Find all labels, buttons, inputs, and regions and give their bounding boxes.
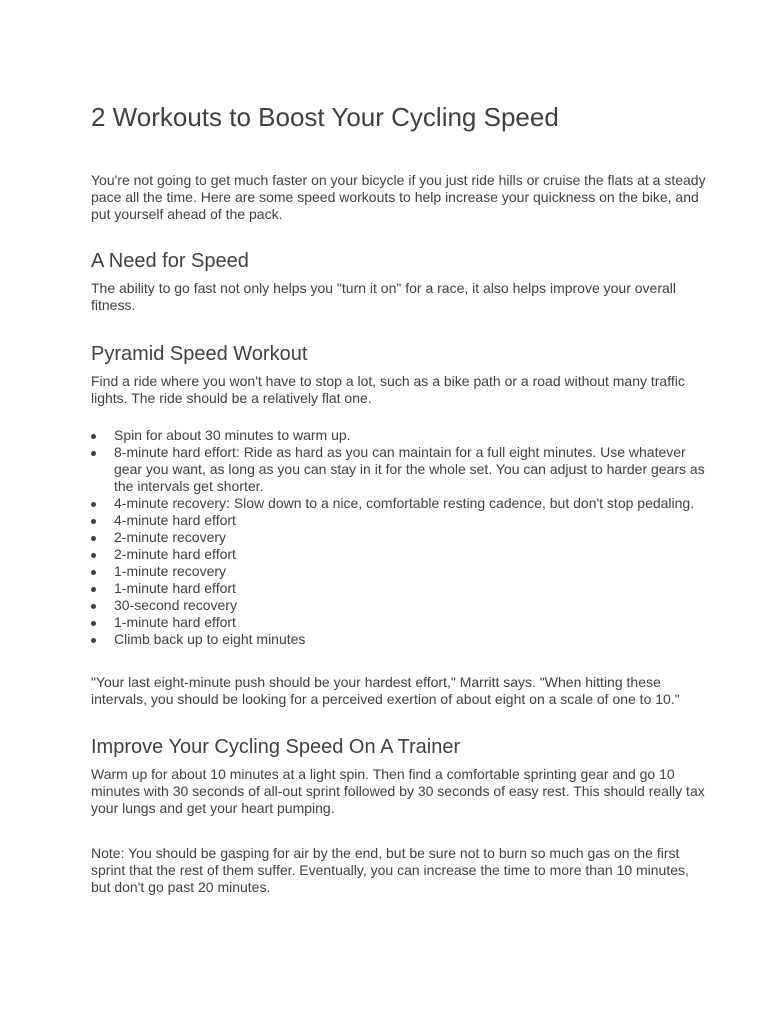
list-item: 4-minute recovery: Slow down to a nice, comfortable resting cadence, but don't stop pedaling. <box>91 495 708 512</box>
intro-paragraph: You're not going to get much faster on your bicycle if you just ride hills or cruise the flats at a steady pace all the time. Here are some speed workouts to help increase your quickness on the bike, and put yourself ahead of the pack. <box>91 172 706 222</box>
list-item: Climb back up to eight minutes <box>91 631 708 648</box>
list-item: 1-minute hard effort <box>91 614 708 631</box>
list-item: 30-second recovery <box>91 597 708 614</box>
trainer-paragraph: Warm up for about 10 minutes at a light spin. Then find a comfortable sprinting gear and go 10 minutes with 30 seconds of all-out sprint followed by 30 seconds of easy rest. This should really tax your lungs and get your heart pumping. <box>91 766 705 816</box>
section-heading-trainer: Improve Your Cycling Speed On A Trainer <box>91 736 461 758</box>
section-heading-pyramid-workout: Pyramid Speed Workout <box>91 343 308 365</box>
need-for-speed-paragraph: The ability to go fast not only helps you "turn it on" for a race, it also helps improve your overall fitness. <box>91 280 677 313</box>
list-item: 8-minute hard effort: Ride as hard as you can maintain for a full eight minutes. Use whatever gear you want, as long as you can stay in it for the whole set. You can adjust to harder gears as the intervals get shorter. <box>91 444 708 495</box>
marritt-quote: "Your last eight-minute push should be your hardest effort," Marritt says. "When hitting these intervals, you should be looking for a perceived exertion of about eight on a scale of one to 10." <box>91 674 680 707</box>
pyramid-workout-paragraph: Find a ride where you won't have to stop a lot, such as a bike path or a road without many traffic lights. The ride should be a relatively flat one. <box>91 373 685 406</box>
list-item: 2-minute hard effort <box>91 546 708 563</box>
list-item: 1-minute hard effort <box>91 580 708 597</box>
list-item: 1-minute recovery <box>91 563 708 580</box>
trainer-note: Note: You should be gasping for air by the end, but be sure not to burn so much gas on the first sprint that the rest of them suffer. Eventually, you can increase the time to more than 10 minutes, but don't go past 20 minutes. <box>91 845 689 895</box>
pyramid-workout-list <box>91 427 708 648</box>
list-item: 2-minute recovery <box>91 529 708 546</box>
list-item: Spin for about 30 minutes to warm up. <box>91 427 708 444</box>
section-heading-need-for-speed: A Need for Speed <box>91 250 249 272</box>
list-item: 4-minute hard effort <box>91 512 708 529</box>
page-title: 2 Workouts to Boost Your Cycling Speed <box>91 102 559 132</box>
